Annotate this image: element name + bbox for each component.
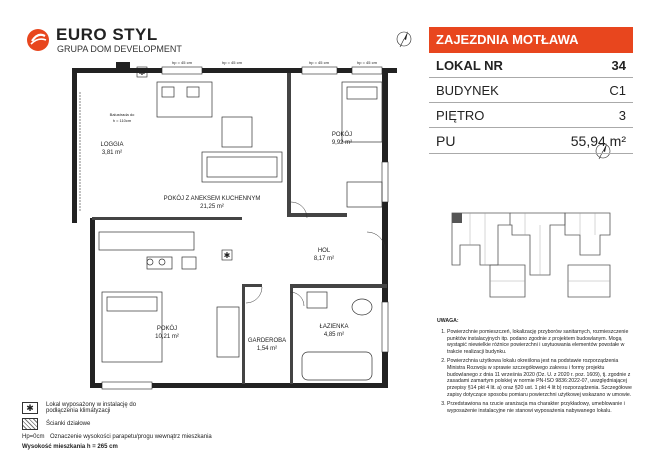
room2-area: 10,21 m²: [155, 334, 179, 340]
legend-sill-text: Oznaczenie wysokości parapetu/progu wewnątrz mieszkania: [50, 434, 212, 440]
wardrobe-name: GARDEROBA: [247, 338, 287, 344]
legend-ac-text: Lokal wyposażony w instalację do podłączenia klimatyzacji: [46, 402, 137, 414]
unit-info-panel: [429, 27, 633, 154]
info-label: LOKAL NR: [436, 58, 503, 73]
legend-row-walls: [22, 418, 212, 430]
door-swings: [246, 202, 385, 306]
loggia-name: LOGGIA: [100, 142, 124, 148]
info-value: 3: [618, 108, 626, 123]
legend-row-sill: [22, 434, 212, 440]
info-value: 34: [611, 58, 626, 73]
notes-section: [437, 318, 633, 416]
bathroom-name: ŁAZIENKA: [319, 324, 349, 330]
info-row-unit: [429, 53, 633, 78]
note-item: 3. Przedstawiona na rzucie aranżacja ma charakter przykładowy, umeblowanie i wyposażenie instalacyjne nie stanowi wyposażenia nabywanego lokalu.: [447, 401, 633, 415]
living-furniture: [99, 82, 282, 269]
outer-walls: [72, 62, 397, 388]
balustrade-height: h = 110cm: [112, 118, 132, 123]
info-row-floor: [429, 103, 633, 128]
info-label: PU: [436, 133, 456, 149]
legend-row-height: [22, 444, 212, 450]
svg-text:✱: ✱: [223, 251, 231, 260]
notes-heading: UWAGA:: [437, 318, 459, 324]
info-value: 55,94 m²: [570, 133, 626, 149]
building-key-plan: [450, 205, 620, 305]
sill-labels: [172, 60, 378, 65]
euro-styl-logo-icon: [26, 28, 50, 52]
sill-label: hp = 45 cm: [357, 60, 377, 65]
room2-name: POKÓJ: [156, 326, 178, 332]
hall-name: HOL: [317, 248, 331, 254]
sill-label: hp = 45 cm: [222, 60, 242, 65]
info-row-area: [429, 128, 633, 154]
info-label: PIĘTRO: [436, 108, 485, 123]
note-item: 1. Powierzchnie pomieszczeń, lokalizację przyborów sanitarnych, rozmieszczenie punktów instalacyjnych itp. podano zgodnie z projektem budowlanym. Mogą wystąpić niewielkie różnice powierzchni i usytuowania elementów powstałe w trakcie realizacji budynku.: [447, 329, 633, 356]
note-item: 2. Powierzchnia użytkowa lokalu określona jest na podstawie rozporządzenia Ministra Rozwoju w sprawie szczegółowego zakresu i formy projektu budowlanego z dnia 11 września 2020 (Dz. U. z 2020 r. poz. 1609), tj. zgodnie z zasadami zamartym polskiej w normie PN-ISO 9836:2022-07, uwzględniającej przepisy §14 pkt 4 lit. a) oraz §20 ust. 1 pkt 4 lit b) rozporządzenia. Szczegółowe zapisy dotyczące sposobu pomiaru powierzchni użytkowej wskazano w umowie.: [447, 358, 633, 399]
project-name: ZAJEZDNIA MOTŁAWA: [429, 27, 633, 53]
legend-sill-code: Hp=0cm: [22, 434, 45, 440]
legend-height-text: Wysokość mieszkania h = 265 cm: [22, 444, 118, 450]
info-value: C1: [609, 83, 626, 98]
living-name: POKÓJ Z ANEKSEM KUCHENNYM: [163, 196, 261, 202]
sill-label: hp = 45 cm: [309, 60, 329, 65]
legend-walls-text: Ścianki działowe: [46, 421, 91, 427]
sill-label: hp = 45 cm: [172, 60, 192, 65]
living-area: 21,25 m²: [200, 204, 224, 210]
hatch-swatch-icon: [22, 418, 38, 430]
room1-area: 9,92 m²: [331, 140, 353, 146]
bathroom-area: 4,85 m²: [323, 332, 345, 338]
info-row-building: [429, 78, 633, 103]
loggia-area: 3,81 m²: [101, 150, 123, 156]
svg-text:✱: ✱: [138, 68, 146, 77]
hall-area: 8,17 m²: [313, 256, 335, 262]
north-arrow-icon: [393, 28, 415, 50]
balustrade-label: Balustrada do: [109, 112, 135, 117]
asterisk-icon: ✱: [22, 402, 38, 414]
room1-name: POKÓJ: [331, 132, 353, 138]
info-label: BUDYNEK: [436, 83, 499, 98]
wardrobe-area: 1,54 m²: [256, 346, 278, 352]
ac-markers: [137, 67, 232, 260]
brand-tagline: GRUPA DOM DEVELOPMENT: [57, 44, 182, 54]
brand-name: EURO STYL: [56, 25, 158, 44]
floor-plan: [62, 52, 412, 412]
